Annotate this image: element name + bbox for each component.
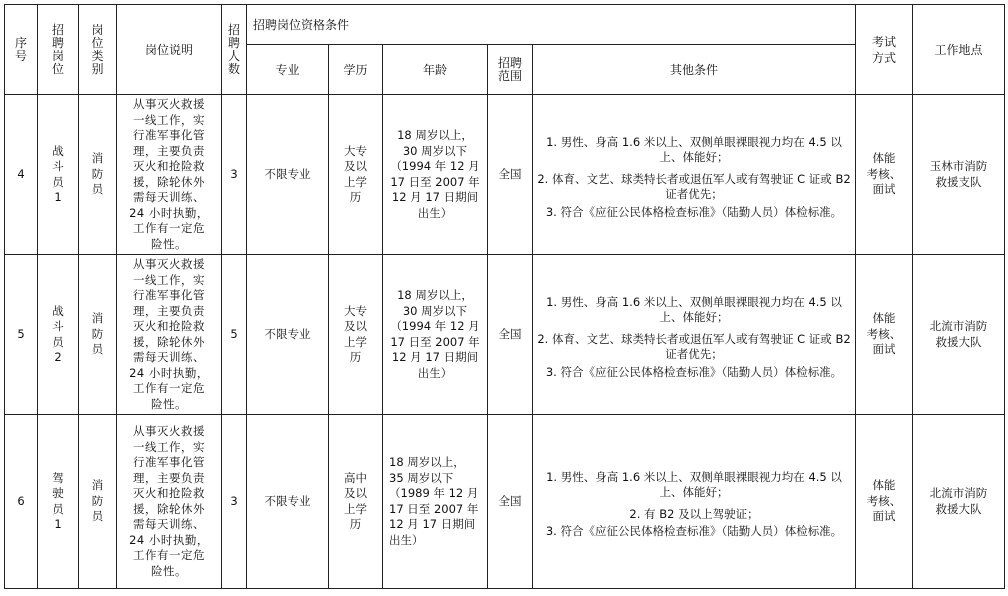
location-line: 救援支队 bbox=[935, 174, 982, 189]
header-other bbox=[533, 45, 856, 95]
desc-line: 理，主要负责 bbox=[133, 303, 205, 318]
age-line: 18 周岁以上， bbox=[397, 128, 473, 142]
cell-edu bbox=[329, 255, 383, 415]
condition-item: 2. 体育、文艺、球类特长者或退伍军人或有驾驶证 C 证或 B2 证者优先； bbox=[537, 171, 851, 202]
exam-line: 体能 bbox=[872, 151, 896, 166]
age-line: 17 日至 2007 年 bbox=[390, 334, 480, 349]
header-age-label: 年龄 bbox=[422, 62, 447, 77]
edu-line: 大专 bbox=[344, 303, 367, 318]
header-edu bbox=[329, 45, 383, 95]
cell-scope: 全国 bbox=[488, 95, 533, 255]
desc-line: 援，除轮休外 bbox=[133, 174, 205, 189]
cell-seq: 6 bbox=[5, 415, 38, 589]
exam-line: 考核、 bbox=[866, 493, 902, 508]
condition-item: 1. 男性、身高 1.6 米以上、双侧单眼裸眼视力均在 4.5 以上、体能好； bbox=[546, 469, 842, 499]
header-seq bbox=[5, 5, 38, 95]
edu-line: 及以 bbox=[344, 486, 367, 500]
cell-position bbox=[38, 255, 79, 415]
header-edu-label: 学历 bbox=[343, 62, 368, 77]
age-line: 出生） bbox=[417, 205, 453, 220]
age-line: 17 日至 2007 年 bbox=[389, 501, 479, 516]
desc-line: 工作有一定危 bbox=[133, 548, 205, 562]
desc-line: 需每天训练、 bbox=[133, 190, 205, 204]
cell-age bbox=[383, 415, 488, 589]
header-qualification bbox=[247, 5, 856, 45]
desc-line: 灭火和抢险救 bbox=[133, 159, 205, 173]
exam-line: 面试 bbox=[872, 342, 896, 357]
condition-item: 3. 符合《应征公民体格检查标准》（陆勤人员）体检标准。 bbox=[545, 524, 843, 538]
header-category-line: 岗位类别 bbox=[91, 22, 104, 76]
cell-seq: 4 bbox=[5, 95, 38, 255]
edu-line: 及以 bbox=[344, 319, 367, 333]
age-line: 出生） bbox=[389, 532, 424, 547]
position-text: 战斗员1 bbox=[52, 143, 64, 204]
desc-line: 灭火和抢险救 bbox=[133, 319, 205, 333]
header-other-label: 其他条件 bbox=[669, 62, 718, 77]
desc-line: 需每天训练、 bbox=[133, 517, 205, 531]
exam-line: 面试 bbox=[872, 182, 896, 197]
cell-count: 5 bbox=[222, 255, 247, 415]
age-line: 12 月 17 日期间 bbox=[391, 350, 479, 364]
age-line: 18 周岁以上， bbox=[389, 455, 465, 469]
cell-location bbox=[913, 255, 1005, 415]
header-count-line: 招聘人数 bbox=[228, 22, 241, 76]
cell-major: 不限专业 bbox=[247, 415, 329, 589]
exam-line: 考核、 bbox=[866, 326, 902, 341]
cell-major: 不限专业 bbox=[247, 255, 329, 415]
table-row bbox=[5, 95, 1005, 255]
cell-position bbox=[38, 95, 79, 255]
cell-category bbox=[79, 415, 117, 589]
cell-exam bbox=[856, 95, 913, 255]
cell-exam bbox=[856, 415, 913, 589]
cell-scope: 全国 bbox=[488, 255, 533, 415]
header-exam bbox=[856, 5, 913, 95]
desc-line: 需每天训练、 bbox=[133, 350, 205, 364]
exam-line: 体能 bbox=[872, 478, 896, 493]
cell-seq: 5 bbox=[5, 255, 38, 415]
age-line: 12 月 17 日期间 bbox=[391, 190, 479, 204]
age-line: （1989 年 12 月 bbox=[389, 486, 479, 500]
condition-item: 3. 符合《应征公民体格检查标准》（陆勤人员）体检标准。 bbox=[545, 364, 843, 379]
exam-line: 面试 bbox=[872, 509, 896, 524]
cell-category bbox=[79, 95, 117, 255]
cell-age bbox=[383, 255, 488, 415]
header-desc bbox=[117, 5, 222, 95]
header-location-label: 工作地点 bbox=[934, 42, 983, 57]
age-line: 18 周岁以上， bbox=[397, 288, 473, 302]
desc-line: 工作有一定危 bbox=[133, 221, 205, 235]
desc-line: 行准军事化管 bbox=[133, 288, 205, 302]
desc-line: 24 小时执勤， bbox=[129, 365, 209, 380]
cell-count: 3 bbox=[222, 95, 247, 255]
desc-line: 援，除轮休外 bbox=[133, 501, 205, 516]
age-line: （1994 年 12 月 bbox=[390, 319, 480, 333]
age-line: 35 周岁以下 bbox=[389, 470, 454, 485]
desc-line: 行准军事化管 bbox=[133, 455, 205, 469]
desc-line: 一线工作，实 bbox=[133, 272, 205, 287]
condition-item: 1. 男性、身高 1.6 米以上、双侧单眼裸眼视力均在 4.5 以上、体能好； bbox=[546, 294, 842, 325]
location-line: 玉林市消防 bbox=[929, 159, 988, 173]
desc-line: 理，主要负责 bbox=[133, 143, 205, 158]
cell-major: 不限专业 bbox=[247, 95, 329, 255]
header-position bbox=[38, 5, 79, 95]
location-line: 北流市消防 bbox=[929, 319, 988, 333]
cell-age bbox=[383, 95, 488, 255]
age-line: （1994 年 12 月 bbox=[390, 159, 480, 173]
desc-line: 从事灭火救援 bbox=[133, 257, 205, 271]
desc-line: 险性。 bbox=[151, 396, 187, 411]
header-desc-label: 岗位说明 bbox=[144, 42, 193, 57]
edu-line: 历 bbox=[349, 190, 362, 204]
header-count bbox=[222, 5, 247, 95]
header-position-line: 招聘岗位 bbox=[52, 22, 65, 76]
cell-edu bbox=[329, 95, 383, 255]
location-line: 北流市消防 bbox=[929, 486, 988, 500]
edu-line: 上学 bbox=[344, 174, 367, 189]
header-location bbox=[913, 5, 1005, 95]
desc-line: 灭火和抢险救 bbox=[133, 486, 205, 500]
cell-category bbox=[79, 255, 117, 415]
header-scope bbox=[488, 45, 533, 95]
age-line: 30 周岁以下 bbox=[402, 303, 468, 318]
position-text: 战斗员2 bbox=[52, 303, 64, 364]
desc-line: 24 小时执勤， bbox=[129, 205, 209, 220]
cell-other bbox=[533, 255, 856, 415]
edu-line: 大专 bbox=[344, 143, 367, 158]
location-line: 救援大队 bbox=[935, 334, 982, 349]
desc-line: 险性。 bbox=[151, 236, 187, 251]
desc-line: 险性。 bbox=[151, 563, 187, 578]
cell-exam bbox=[856, 255, 913, 415]
desc-line: 一线工作，实 bbox=[133, 112, 205, 127]
cell-position bbox=[38, 415, 79, 589]
header-seq-line: 序号 bbox=[15, 35, 28, 63]
condition-item: 3. 符合《应征公民体格检查标准》（陆勤人员）体检标准。 bbox=[545, 204, 843, 219]
header-major-label: 专业 bbox=[275, 62, 300, 77]
recruitment-table bbox=[4, 4, 1005, 589]
desc-line: 24 小时执勤， bbox=[129, 532, 209, 547]
condition-item: 2. 体育、文艺、球类特长者或退伍军人或有驾驶证 C 证或 B2 证者优先； bbox=[537, 331, 851, 362]
edu-line: 及以 bbox=[344, 159, 367, 173]
cell-location bbox=[913, 415, 1005, 589]
header-scope-line: 招聘范围 bbox=[497, 55, 522, 83]
category-text: 消防员 bbox=[91, 311, 104, 357]
exam-line: 体能 bbox=[872, 311, 896, 326]
edu-line: 高中 bbox=[344, 470, 367, 485]
condition-item: 1. 男性、身高 1.6 米以上、双侧单眼裸眼视力均在 4.5 以上、体能好； bbox=[546, 134, 842, 165]
cell-other bbox=[533, 415, 856, 589]
desc-line: 工作有一定危 bbox=[133, 381, 205, 395]
cell-desc bbox=[117, 255, 222, 415]
header-category bbox=[79, 5, 117, 95]
desc-line: 从事灭火救援 bbox=[133, 97, 205, 111]
edu-line: 历 bbox=[349, 517, 362, 531]
age-line: 出生） bbox=[417, 365, 453, 380]
age-line: 17 日至 2007 年 bbox=[390, 174, 480, 189]
condition-item: 2. 有 B2 及以上驾驶证； bbox=[629, 506, 759, 521]
cell-edu bbox=[329, 415, 383, 589]
desc-line: 理，主要负责 bbox=[133, 470, 205, 485]
header-exam-line: 考试方式 bbox=[871, 34, 896, 65]
cell-desc bbox=[117, 95, 222, 255]
header-qualification-label: 招聘岗位资格条件 bbox=[253, 17, 350, 32]
header-age bbox=[383, 45, 488, 95]
age-line: 12 月 17 日期间 bbox=[389, 517, 476, 531]
age-line: 30 周岁以下 bbox=[402, 143, 468, 158]
table-row bbox=[5, 415, 1005, 589]
location-line: 救援大队 bbox=[935, 501, 982, 516]
edu-line: 历 bbox=[349, 350, 362, 364]
category-text: 消防员 bbox=[91, 151, 104, 197]
category-text: 消防员 bbox=[91, 478, 104, 524]
edu-line: 上学 bbox=[344, 501, 367, 516]
desc-line: 行准军事化管 bbox=[133, 128, 205, 142]
cell-location bbox=[913, 95, 1005, 255]
desc-line: 一线工作，实 bbox=[133, 439, 205, 454]
cell-scope: 全国 bbox=[488, 415, 533, 589]
table-row bbox=[5, 255, 1005, 415]
cell-desc bbox=[117, 415, 222, 589]
desc-line: 援，除轮休外 bbox=[133, 334, 205, 349]
exam-line: 考核、 bbox=[866, 166, 902, 181]
edu-line: 上学 bbox=[344, 334, 367, 349]
position-text: 驾驶员1 bbox=[52, 470, 64, 531]
desc-line: 从事灭火救援 bbox=[133, 424, 205, 438]
cell-other bbox=[533, 95, 856, 255]
cell-count: 3 bbox=[222, 415, 247, 589]
header-major bbox=[247, 45, 329, 95]
